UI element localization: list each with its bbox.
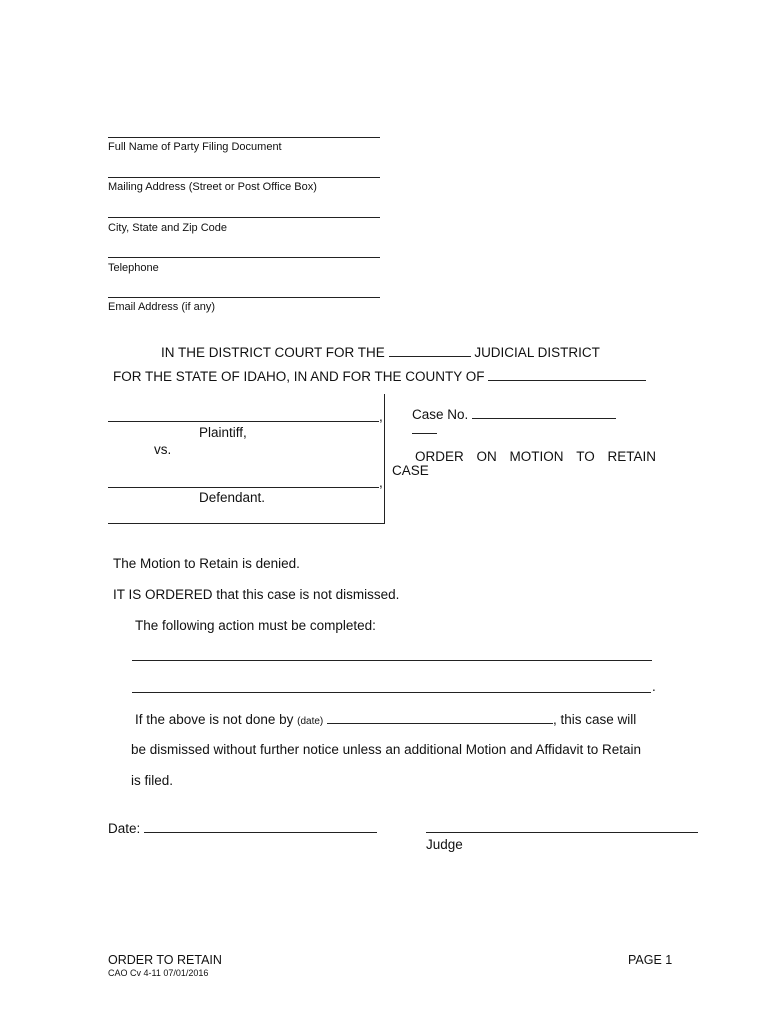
judge-label: Judge bbox=[426, 837, 463, 852]
deadline-date-blank[interactable] bbox=[327, 711, 553, 724]
city-state-zip-line[interactable] bbox=[108, 217, 380, 218]
mailing-address-label: Mailing Address (Street or Post Office Box) bbox=[108, 181, 317, 193]
full-name-label: Full Name of Party Filing Document bbox=[108, 141, 282, 153]
caption-divider bbox=[384, 394, 385, 524]
date-hint: (date) bbox=[297, 716, 324, 727]
court-line-1: IN THE DISTRICT COURT FOR THE JUDICIAL DISTRICT bbox=[161, 345, 600, 360]
document-title-line-1: ORDER ON MOTION TO RETAIN bbox=[415, 449, 656, 464]
case-number-continuation-blank[interactable] bbox=[412, 433, 437, 434]
email-label: Email Address (if any) bbox=[108, 301, 215, 313]
mailing-address-line[interactable] bbox=[108, 177, 380, 178]
form-code: CAO Cv 4-11 07/01/2016 bbox=[108, 968, 209, 978]
footer-title: ORDER TO RETAIN bbox=[108, 953, 222, 967]
dismissal-text: be dismissed without further notice unless an additional Motion and Affidavit to Retain bbox=[131, 742, 642, 757]
ordered-text: IT IS ORDERED that this case is not dismissed. bbox=[113, 587, 400, 602]
action-line-2[interactable] bbox=[132, 692, 651, 693]
vs-label: vs. bbox=[154, 442, 172, 457]
document-title-line-2: CASE bbox=[392, 463, 429, 478]
judge-signature-line[interactable] bbox=[426, 832, 698, 833]
action-line-1[interactable] bbox=[132, 660, 652, 661]
case-number-blank[interactable] bbox=[472, 406, 616, 419]
telephone-label: Telephone bbox=[108, 262, 159, 274]
denied-text: The Motion to Retain is denied. bbox=[113, 556, 300, 571]
judicial-district-blank[interactable] bbox=[389, 344, 471, 357]
telephone-line[interactable] bbox=[108, 257, 380, 258]
defendant-comma: , bbox=[379, 475, 383, 490]
page-number: PAGE 1 bbox=[628, 953, 673, 967]
action-period: . bbox=[652, 679, 656, 694]
date-signature-blank[interactable] bbox=[144, 820, 377, 833]
court-line-2: FOR THE STATE OF IDAHO, IN AND FOR THE COUNTY OF bbox=[113, 368, 646, 384]
plaintiff-label: Plaintiff, bbox=[199, 425, 247, 440]
plaintiff-comma: , bbox=[379, 409, 383, 424]
defendant-name-line[interactable] bbox=[108, 487, 379, 488]
county-blank[interactable] bbox=[488, 368, 646, 381]
full-name-line[interactable] bbox=[108, 137, 380, 138]
date-field: Date: bbox=[108, 820, 377, 836]
email-line[interactable] bbox=[108, 297, 380, 298]
defendant-label: Defendant. bbox=[199, 490, 266, 505]
filed-text: is filed. bbox=[131, 773, 174, 788]
caption-bottom-rule bbox=[108, 523, 385, 524]
city-state-zip-label: City, State and Zip Code bbox=[108, 222, 228, 234]
case-number: Case No. bbox=[412, 406, 616, 422]
deadline-sentence: If the above is not done by (date) , this case will bbox=[135, 712, 637, 727]
plaintiff-name-line[interactable] bbox=[108, 421, 379, 422]
following-action-text: The following action must be completed: bbox=[135, 618, 376, 633]
